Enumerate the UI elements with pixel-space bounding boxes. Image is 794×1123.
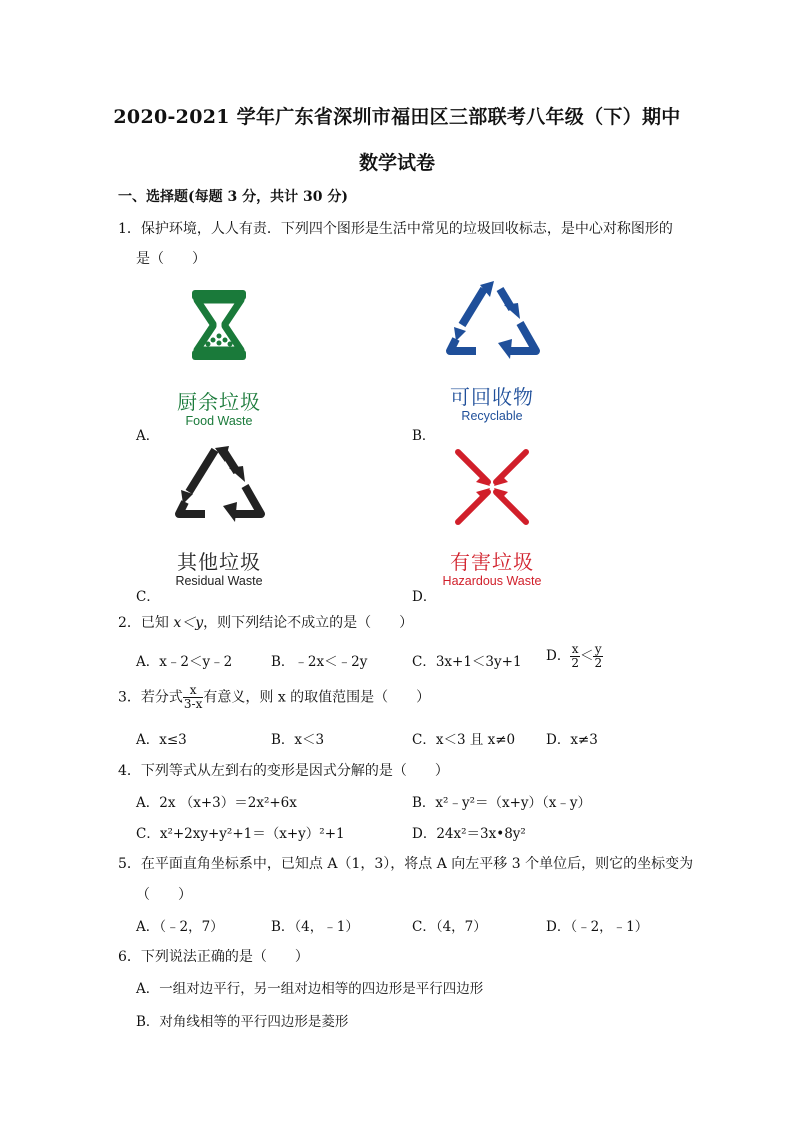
- q1-option-d-label: D．: [412, 589, 437, 605]
- q5-stem-line1: 5．在平面直角坐标系中，已知点 A（1，3），将点 A 向左平移 3 个单位后，则它的坐标变为: [118, 856, 694, 872]
- q2-option-d-frac2: [593, 643, 603, 670]
- q6-stem: 6．下列说法正确的是（ ）: [118, 949, 309, 965]
- q1-stem-line1: 1．保护环境，人人有责．下列四个图形是生活中常见的垃圾回收标志，是中心对称图形的: [118, 221, 673, 237]
- q3-option-c: C．x＜3 且 x≠0: [412, 732, 516, 748]
- q3-option-b: B．x＜3: [271, 732, 325, 748]
- q2-option-c: C．3x+1＜3y+1: [412, 654, 522, 670]
- q3-fraction-num: x: [183, 684, 203, 698]
- q4-option-c: C．x²+2xy+y²+1＝（x+y）²+1: [136, 826, 345, 842]
- q1-option-c-en: Residual Waste: [175, 574, 263, 588]
- q1-option-b-cn: 可回收物: [450, 385, 534, 409]
- q1-option-a-logo: [159, 280, 279, 430]
- q1-stem-line2: 是（ ）: [136, 251, 206, 267]
- q3-option-a: A．x≤3: [136, 732, 187, 748]
- q2-option-d-den2: 2: [594, 656, 603, 670]
- q2-stem-math: x＜y: [173, 615, 204, 631]
- q1-option-b-logo: [432, 275, 552, 425]
- q1-option-a-en: Food Waste: [185, 414, 253, 428]
- q1-option-a-cn: 厨余垃圾: [177, 390, 261, 414]
- q2-option-d: [546, 643, 603, 670]
- q6-option-b: B．对角线相等的平行四边形是菱形: [136, 1014, 349, 1030]
- q3-stem-post: 有意义，则 x 的取值范围是（ ）: [203, 689, 431, 706]
- q2-stem: [118, 612, 413, 632]
- q1-option-d-en: Hazardous Waste: [442, 574, 542, 588]
- section-heading-choice: 一、选择题(每题 3 分，共计 30 分): [118, 189, 348, 205]
- q1-option-c-logo: [159, 440, 279, 590]
- q4-option-a: A．2x （x+3）＝2x²+6x: [136, 795, 297, 811]
- q2-option-d-den1: 2: [571, 656, 579, 670]
- q1-option-b-label: B．: [412, 428, 436, 444]
- q2-option-d-frac1: [570, 643, 580, 670]
- q5-option-d: D．（﹣2，﹣1）: [546, 919, 649, 935]
- q5-option-c: C．（4，7）: [412, 919, 487, 935]
- residual-waste-icon: [159, 440, 279, 540]
- q1-option-d-logo: [432, 440, 552, 590]
- q3-option-d: D．x≠3: [546, 732, 598, 748]
- q1-option-c-label: C．: [136, 589, 160, 605]
- q4-stem: 4．下列等式从左到右的变形是因式分解的是（ ）: [118, 763, 449, 779]
- q2-option-d-num1: x: [571, 642, 579, 656]
- q3-stem: [118, 684, 430, 711]
- q3-stem-pre: 3．若分式: [118, 689, 183, 706]
- q2-stem-pre: 2．已知: [118, 615, 174, 631]
- q2-option-d-op: ＜: [579, 648, 594, 664]
- q4-option-b: B．x²﹣y²＝（x+y）（x﹣y）: [412, 795, 592, 811]
- q1-option-b-en: Recyclable: [461, 409, 523, 423]
- q1-option-a-label: A．: [136, 428, 160, 444]
- exam-title-line2: 数学试卷: [358, 152, 435, 174]
- q6-option-a: A．一组对边平行，另一组对边相等的四边形是平行四边形: [136, 981, 484, 997]
- hazardous-waste-icon: [432, 440, 552, 540]
- q2-stem-post: ，则下列结论不成立的是（ ）: [203, 615, 414, 631]
- exam-title-line1: 2020-2021 学年广东省深圳市福田区三部联考八年级（下）期中: [113, 106, 681, 128]
- q4-option-d: D．24x²＝3x•8y²: [412, 826, 526, 842]
- q5-option-a: A．（﹣2，7）: [136, 919, 224, 935]
- q2-option-d-label: D．: [546, 648, 571, 664]
- q5-stem-line2: （ ）: [136, 887, 192, 903]
- food-waste-icon: [159, 280, 279, 380]
- q3-fraction-den: 3-x: [183, 697, 203, 711]
- q2-option-d-num2: y: [594, 642, 602, 656]
- q2-option-b: B．﹣2x＜﹣2y: [271, 654, 368, 670]
- q1-option-d-cn: 有害垃圾: [450, 550, 534, 574]
- q2-option-a: A．x﹣2＜y﹣2: [136, 654, 233, 670]
- q3-fraction: [183, 684, 203, 711]
- q5-option-b: B．（4，﹣1）: [271, 919, 359, 935]
- recyclable-icon: [432, 275, 552, 375]
- q1-option-c-cn: 其他垃圾: [177, 550, 261, 574]
